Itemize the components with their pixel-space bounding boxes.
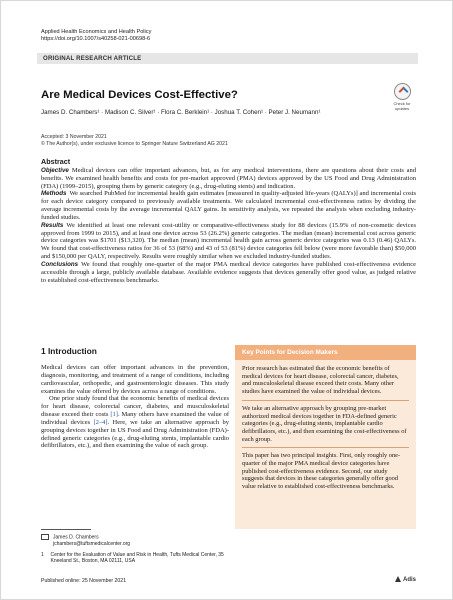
article-type-label: ORIGINAL RESEARCH ARTICLE xyxy=(43,55,142,62)
envelope-icon xyxy=(41,534,49,540)
corr-author-email[interactable]: jchambers@tuftsmedicalcenter.org xyxy=(53,540,131,547)
key-points-box xyxy=(235,345,416,529)
intro-p2-text-c: . Here, we take an alternative approach by grouping devices together in US Food and Drug Administration (FDA)-defined generic categories (e.g., drug-eluting stents, implantable cardio defibrillators, etc.), and then examining the value of each group. xyxy=(41,418,229,450)
citation-link-1[interactable]: [1] xyxy=(110,411,118,419)
affiliation-number: 1 xyxy=(41,552,44,558)
doi-link[interactable]: https://doi.org/10.1007/s40258-021-00698-6 xyxy=(41,36,151,43)
adis-logo-icon xyxy=(395,576,401,582)
abstract-conclusions xyxy=(41,261,416,285)
intro-p2-text-b: . Many others have examined the value of individual devices xyxy=(41,411,229,426)
key-point: We take an alternative approach by grouping pre-market authorized medical devices together in FDA-defined generic categories (e.g., drug-eluting stents, implantable cardio defibrillators, etc.), and then examining the cost-effectiveness of each group. xyxy=(242,405,409,449)
results-label: Results xyxy=(41,221,64,229)
methods-text: We searched PubMed for incremental health gain estimates [measured in quality-adjusted life-years (QALYs)] and incremental costs for each device category compared to previously available treatments. We calculated incremental cost-effectiveness ratios by dividing the average incremental costs by the average incremental QALY gains. In sensitivity analysis, we repeated the analysis when excluding industry-funded studies. xyxy=(41,190,416,221)
results-text: We identified at least one relevant cost-utility or comparative-effectiveness study for 88 devices (15.9% of non-cosmetic devices approved from 1999 to 2015), and at least one device across 53 (26.2%) generic categories. The median (mean) incremental cost across generic device categories was $1701 ($13,320). The median (mean) incremental health gain across generic device categories was 0.13 (0.46) QALYs. We found that cost-effectiveness ratios for 36 of 53 (68%) and 43 of 53 (81%) device categories fell below (were more favorable than) $50,000 and $150,000 per QALY, respectively. Results were roughly similar when we excluded industry-funded studies. xyxy=(41,221,416,261)
abstract-methods xyxy=(41,190,416,221)
introduction-body xyxy=(41,364,229,450)
corresponding-author xyxy=(41,534,229,547)
objective-label: Objective xyxy=(41,166,69,174)
published-date: Published online: 25 November 2021 xyxy=(41,578,127,584)
publisher-name: Adis xyxy=(403,577,417,583)
accepted-date: Accepted: 3 November 2021 xyxy=(41,134,107,140)
introduction-heading: 1 Introduction xyxy=(41,346,97,356)
check-updates-line2: updates xyxy=(394,105,410,111)
key-points-heading: Key Points for Decision Makers xyxy=(235,345,416,360)
key-point: Prior research has estimated that the economic benefits of medical devices for heart disease, colorectal cancer, diabetes, and musculoskeletal disease exceed their costs. Many other studies have examined the value of individual devices. xyxy=(242,365,409,401)
journal-name: Applied Health Economics and Health Policy xyxy=(41,29,152,35)
publisher-logo xyxy=(395,576,416,583)
copyright-notice: © The Author(s), under exclusive licence to Springer Nature Switzerland AG 2021 xyxy=(41,141,228,148)
article-type-banner xyxy=(37,53,418,64)
key-point: This paper has two principal insights. First, only roughly one-quarter of the major PMA medical device categories have published cost-effectiveness evidence. Second, our study suggests that devices in these categories generally offer good value relative to established cost-effectiveness benchmarks. xyxy=(242,452,401,491)
corr-author-name: James D. Chambers xyxy=(53,534,99,541)
check-for-updates-badge[interactable] xyxy=(390,83,414,111)
check-updates-icon xyxy=(394,83,411,100)
abstract-objective xyxy=(41,167,416,191)
footnote-rule xyxy=(41,529,91,530)
affiliation-footnote xyxy=(41,552,229,564)
key-points-body xyxy=(235,360,416,495)
article-dates xyxy=(41,134,228,148)
conclusions-text: We found that roughly one-quarter of the major PMA medical device categories have published cost-effectiveness evidence accessible through a large, publicly available database. Available evidence suggests that devices generally offer good value, as judged relative to established cost-effectiveness benchmarks. xyxy=(41,260,416,284)
conclusions-label: Conclusions xyxy=(41,260,79,268)
abstract-section xyxy=(41,158,416,285)
journal-header xyxy=(41,29,151,44)
intro-p2-text-a: One prior study found that the economic benefits of medical devices for heart disease, colorectal cancer, diabetes, and musculoskeletal disease exceed their costs xyxy=(41,395,229,419)
affiliation-text: Center for the Evaluation of Value and Risk in Health, Tufts Medical Center, 35 Kneeland St., Boston, MA 02111, USA xyxy=(50,552,224,565)
abstract-results xyxy=(41,222,416,261)
methods-label: Methods xyxy=(41,190,67,198)
article-title: Are Medical Devices Cost-Effective? xyxy=(41,89,238,101)
objective-text: Medical devices can offer important advances, but, as for any medical interventions, there are questions about their costs and benefits. We examined health benefits and costs for pre-market approved (PMA) devices approved by the US Food and Drug Administration (FDA) (1999–2015), grouping them by generic category (e.g., drug-eluting stents) and indication. xyxy=(41,166,416,190)
check-updates-line1: Check for xyxy=(393,101,411,106)
authors-text: James D. Chambers¹ · Madison C. Silver¹ · Flora C. Berklein¹ · Joshua T. Cohen¹ · Peter J. Neumann¹ xyxy=(41,109,321,116)
author-list xyxy=(41,109,411,116)
abstract-heading: Abstract xyxy=(41,157,71,166)
intro-paragraph-1: Medical devices can offer important advances in the prevention, diagnosis, monitoring, and treatment of a range of conditions, including cardiovascular, orthopedic, and gastroenterologic diseases. This study examines the value offered by devices across a range of conditions. xyxy=(41,364,229,395)
citation-link-2[interactable]: [2–4] xyxy=(93,418,108,426)
intro-paragraph-2 xyxy=(41,395,229,450)
